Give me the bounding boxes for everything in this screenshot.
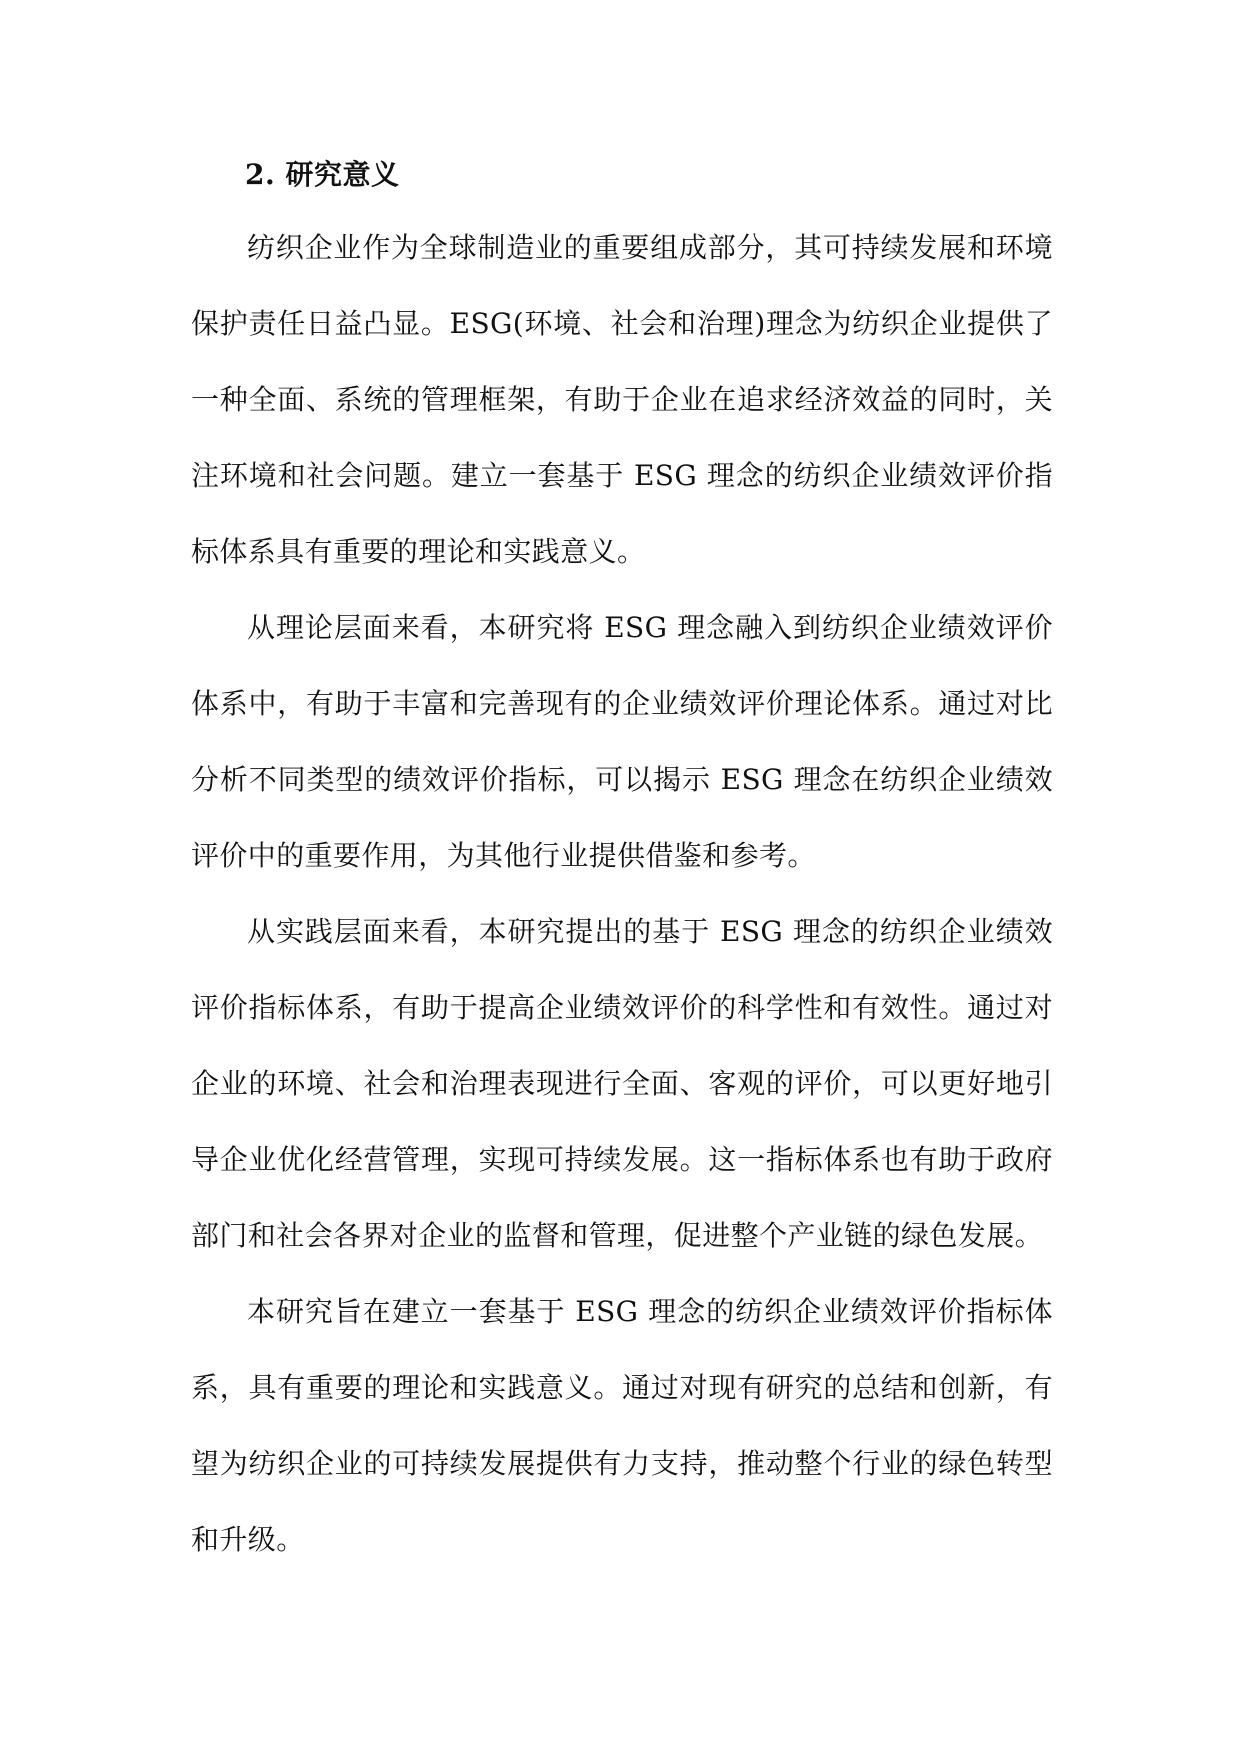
section-heading: 2. 研究意义	[245, 158, 400, 191]
paragraph-practice: 从实践层面来看，本研究提出的基于 ESG 理念的纺织企业绩效评价指标体系，有助于提高企业绩效评价的科学性和有效性。通过对企业的环境、社会和治理表现进行全面、客观的评价，可以更好地引导企业优化经营管理，实现可持续发展。这一指标体系也有助于政府部门和社会各界对企业的监督和管理，促进整个产业链的绿色发展。	[191, 915, 1053, 1252]
paragraph-conclusion: 本研究旨在建立一套基于 ESG 理念的纺织企业绩效评价指标体系，具有重要的理论和实践意义。通过对现有研究的总结和创新，有望为纺织企业的可持续发展提供有力支持，推动整个行业的绿色转型和升级。	[191, 1295, 1053, 1556]
document-body	[191, 140, 1053, 1578]
paragraph-theory: 从理论层面来看，本研究将 ESG 理念融入到纺织企业绩效评价体系中，有助于丰富和完善现有的企业绩效评价理论体系。通过对比分析不同类型的绩效评价指标，可以揭示 ESG 理念在纺织企业绩效评价中的重要作用，为其他行业提供借鉴和参考。	[191, 611, 1053, 872]
paragraph-intro: 纺织企业作为全球制造业的重要组成部分，其可持续发展和环境保护责任日益凸显。ESG(环境、社会和治理)理念为纺织企业提供了一种全面、系统的管理框架，有助于企业在追求经济效益的同时，关注环境和社会问题。建立一套基于 ESG 理念的纺织企业绩效评价指标体系具有重要的理论和实践意义。	[191, 231, 1053, 568]
